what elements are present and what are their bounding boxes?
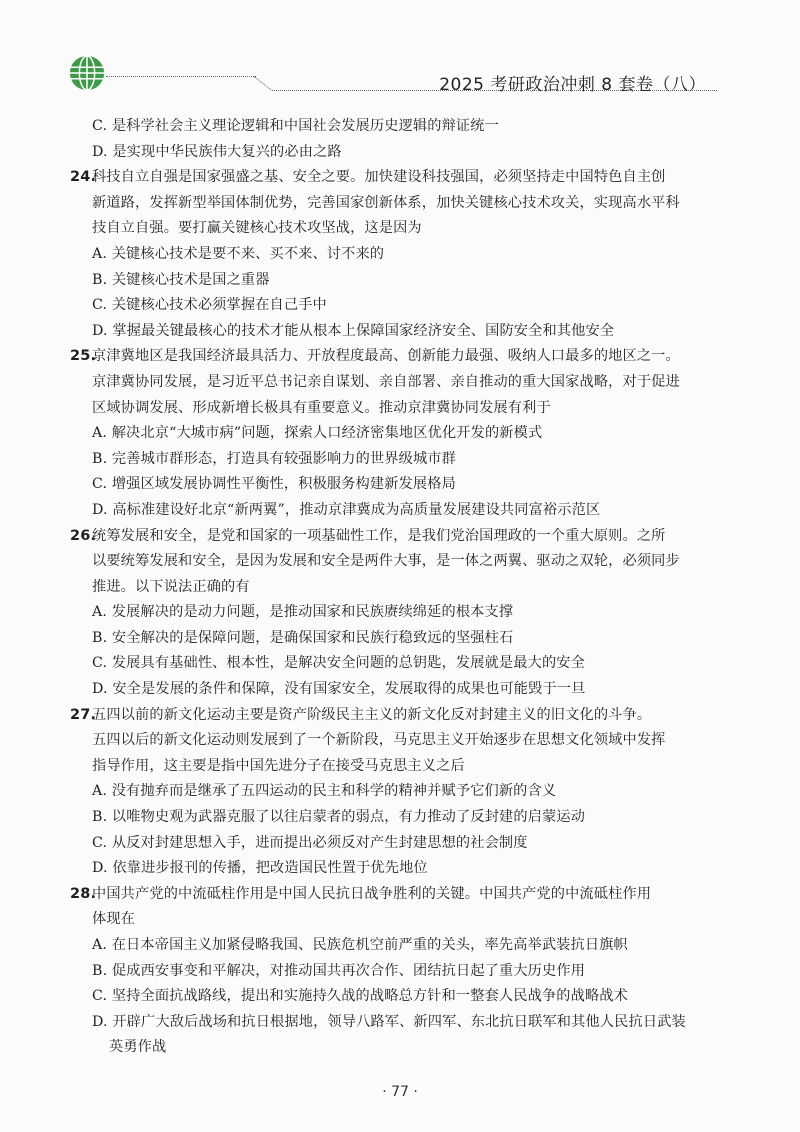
option-d: D. 开辟广大敌后战场和抗日根据地，领导八路军、新四军、东北抗日联军和其他人民抗日武装 <box>92 1013 686 1030</box>
option-b: B. 安全解决的是保障问题，是确保国家和民族行稳致远的坚强柱石 <box>92 629 514 646</box>
question-25 <box>70 344 720 523</box>
option-c: C. 坚持全面抗战路线，提出和实施持久战的战略总方针和一整套人民战争的战略战术 <box>92 988 628 1005</box>
question-stem-text: 体现在 <box>92 911 136 928</box>
question-stem-line <box>90 549 720 575</box>
question-stem-text: 五四以后的新文化运动则发展到了一个新阶段，马克思主义开始逐步在思想文化领域中发挥 <box>92 732 666 749</box>
question-stem-text: 新道路，发挥新型举国体制优势，完善国家创新体系，加快关键核心技术攻关，实现高水平科 <box>92 194 680 211</box>
question-stem-text: 中国共产党的中流砥柱作用是中国人民抗日战争胜利的关键。中国共产党的中流砥柱作用 <box>92 885 652 902</box>
option-d: D. 掌握最关键最核心的技术才能从根本上保障国家经济安全、国防安全和其他安全 <box>92 322 615 339</box>
question-stem-text: 京津冀地区是我国经济最具活力、开放程度最高、创新能力最强、吸纳人口最多的地区之一。 <box>92 348 680 365</box>
question-stem-line <box>90 216 720 242</box>
option-a: A. 没有抛弃而是继承了五四运动的民主和科学的精神并赋予它们新的含义 <box>92 783 557 800</box>
question-number: 25. <box>70 348 97 365</box>
option-c: C. 发展具有基础性、根本性，是解决安全问题的总钥匙，发展就是最大的安全 <box>92 655 585 672</box>
question-stem-line <box>90 754 720 780</box>
question-number: 26. <box>70 527 97 544</box>
option-c: C. 增强区域发展协调性平衡性，积极服务构建新发展格局 <box>92 476 456 493</box>
question-stem-line <box>90 370 720 396</box>
prev-option-c: C. 是科学社会主义理论逻辑和中国社会发展历史逻辑的辩证统一 <box>92 118 499 134</box>
question-stem-text: 推进。以下说法正确的有 <box>92 578 250 595</box>
question-number: 27. <box>70 706 97 723</box>
page-number: · 77 · <box>382 1084 418 1100</box>
option-a: A. 关键核心技术是要不来、买不来、讨不来的 <box>92 245 385 262</box>
question-stem-line <box>90 728 720 754</box>
question-stem-line <box>70 882 720 908</box>
question-stem-text: 以要统筹发展和安全，是因为发展和安全是两件大事，是一体之两翼、驱动之双轮，必须同步 <box>92 553 680 570</box>
globe-logo-icon <box>68 54 106 92</box>
question-stem-text: 统筹发展和安全，是党和国家的一项基础性工作，是我们党治国理政的一个重大原则。之所 <box>92 527 666 544</box>
option-b: B. 促成西安事变和平解决，对推动国共再次合作、团结抗日起了重大历史作用 <box>92 962 586 979</box>
question-stem-line <box>70 703 720 729</box>
option-c: C. 从反对封建思想入手，进而提出必须反对产生封建思想的社会制度 <box>92 834 528 851</box>
question-stem-text: 京津冀协同发展，是习近平总书记亲自谋划、亲自部署、亲自推动的重大国家战略，对于促进 <box>92 373 680 390</box>
option-b: B. 以唯物史观为武器克服了以往启蒙者的弱点，有力推动了反封建的启蒙运动 <box>92 809 586 826</box>
prev-option-d: D. 是实现中华民族伟大复兴的必由之路 <box>92 143 342 160</box>
question-stem-line <box>90 191 720 217</box>
question-stem-line <box>70 165 720 191</box>
option-d: 英勇作战 <box>109 1039 167 1056</box>
question-stem-line <box>90 907 720 933</box>
question-stem-text: 技自立自强。要打赢关键核心技术攻坚战，这是因为 <box>92 220 422 237</box>
question-28 <box>70 882 720 1061</box>
question-27 <box>70 703 720 882</box>
question-number: 28. <box>70 885 97 902</box>
question-stem-text: 区域协调发展、形成新增长极具有重要意义。推动京津冀协同发展有利于 <box>92 399 551 416</box>
question-stem-line <box>90 396 720 422</box>
question-stem-line <box>70 524 720 550</box>
question-number: 24. <box>70 169 97 186</box>
option-c: C. 关键核心技术必须掌握在自己手中 <box>92 297 327 314</box>
option-a: A. 发展解决的是动力问题，是推动国家和民族赓续绵延的根本支撑 <box>92 604 514 621</box>
question-stem-text: 科技自立自强是国家强盛之基、安全之要。加快建设科技强国，必须坚持走中国特色自主创 <box>92 169 666 186</box>
question-stem-line <box>90 575 720 601</box>
question-stem-line <box>70 344 720 370</box>
option-a: A. 在日本帝国主义加紧侵略我国、民族危机空前严重的关头，率先高举武装抗日旗帜 <box>92 937 628 953</box>
question-24 <box>70 165 720 344</box>
header-dotted-rule-slant <box>254 76 272 90</box>
question-content <box>70 114 720 1061</box>
option-d: D. 安全是发展的条件和保障，没有国家安全，发展取得的成果也可能毁于一旦 <box>92 681 586 698</box>
question-26 <box>70 524 720 703</box>
header-title: 2025 考研政治冲刺 8 套卷（八） <box>439 75 706 95</box>
option-b: B. 完善城市群形态，打造具有较强影响力的世界级城市群 <box>92 450 456 467</box>
question-stem-text: 指导作用，这主要是指中国先进分子在接受马克思主义之后 <box>92 757 465 774</box>
option-d: D. 依靠进步报刊的传播，把改造国民性置于优先地位 <box>92 860 428 877</box>
option-a: A. 解决北京“大城市病”问题，探索人口经济密集地区优化开发的新模式 <box>92 425 543 442</box>
option-b: B. 关键核心技术是国之重器 <box>92 271 270 288</box>
option-d: D. 高标准建设好北京“新两翼”，推动京津冀成为高质量发展建设共同富裕示范区 <box>92 501 601 518</box>
header-dotted-rule <box>106 76 256 77</box>
question-stem-text: 五四以前的新文化运动主要是资产阶级民主主义的新文化反对封建主义的旧文化的斗争。 <box>92 706 652 723</box>
